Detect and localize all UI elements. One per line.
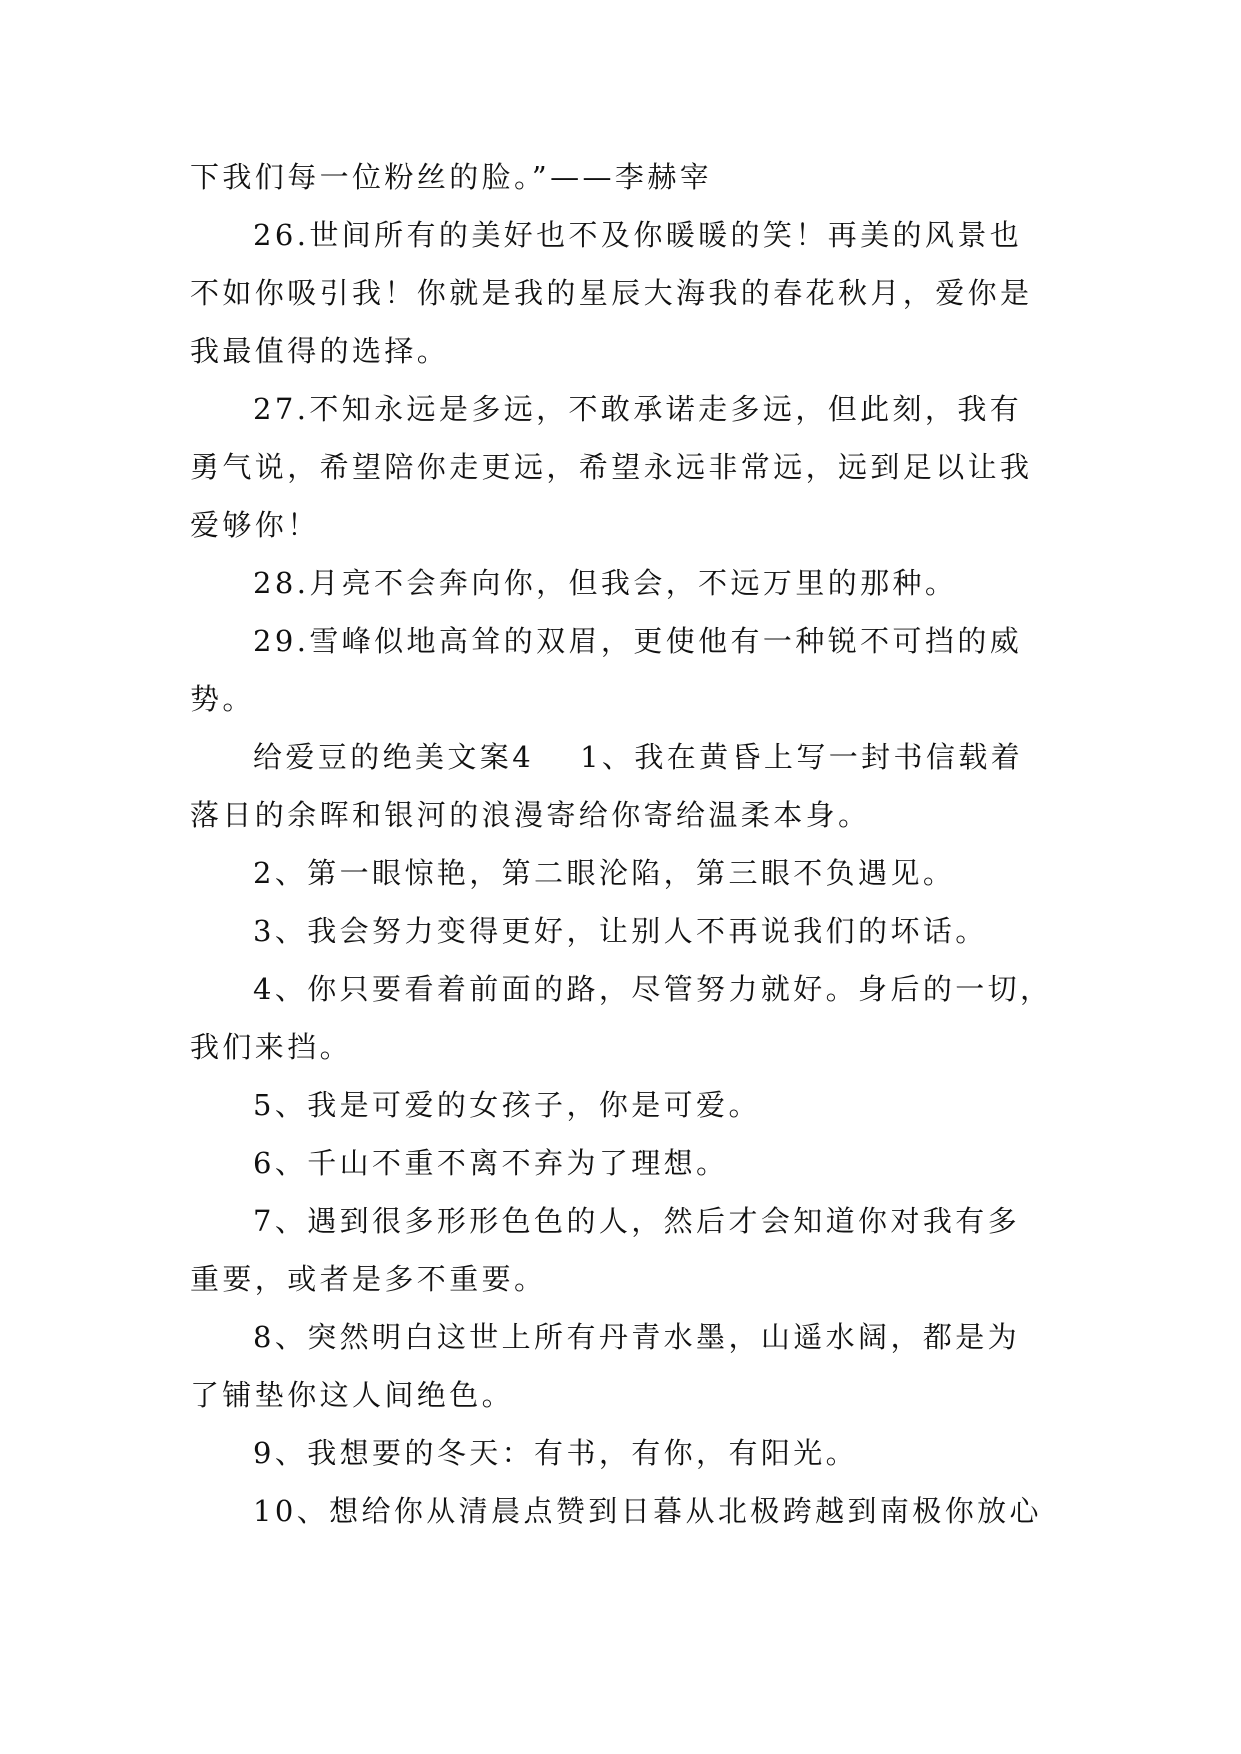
- text-line: 我们来挡。: [190, 1030, 353, 1064]
- text-line: 我最值得的选择。: [190, 334, 450, 368]
- text-line: 10、想给你从清晨点赞到日暮从北极跨越到南极你放心: [253, 1494, 1042, 1528]
- document-body: [190, 148, 1053, 1540]
- text-line-tail: 1、我在黄昏上写一封书信载着: [580, 740, 1024, 774]
- section-heading: 给爱豆的绝美文案4: [253, 740, 535, 774]
- text-line: 下我们每一位粉丝的脸。”——李赫宰: [190, 160, 713, 194]
- text-line: 7、遇到很多形形色色的人，然后才会知道你对我有多: [253, 1204, 1021, 1238]
- text-line: 5、我是可爱的女孩子，你是可爱。: [253, 1088, 761, 1122]
- text-line: 2、第一眼惊艳，第二眼沦陷，第三眼不负遇见。: [253, 856, 956, 890]
- section-heading-line: [190, 728, 1050, 786]
- text-line: 6、千山不重不离不弃为了理想。: [253, 1146, 729, 1180]
- text-line: 28.月亮不会奔向你，但我会，不远万里的那种。: [253, 566, 958, 600]
- text-line: 势。: [190, 682, 255, 716]
- text-line: 9、我想要的冬天：有书，有你，有阳光。: [253, 1436, 859, 1470]
- text-line: 8、突然明白这世上所有丹青水墨，山遥水阔，都是为: [253, 1320, 1021, 1354]
- text-line: 26.世间所有的美好也不及你暖暖的笑！再美的风景也: [253, 218, 1023, 252]
- text-line: 了铺垫你这人间绝色。: [190, 1378, 515, 1412]
- text-line: 4、你只要看着前面的路，尽管努力就好。身后的一切，: [253, 972, 1053, 1006]
- text-line: 27.不知永远是多远，不敢承诺走多远，但此刻，我有: [253, 392, 1023, 426]
- text-line: 3、我会努力变得更好，让别人不再说我们的坏话。: [253, 914, 988, 948]
- text-line: 爱够你！: [190, 508, 320, 542]
- text-line: 勇气说，希望陪你走更远，希望永远非常远，远到足以让我: [190, 450, 1033, 484]
- text-line: 落日的余晖和银河的浪漫寄给你寄给温柔本身。: [190, 798, 871, 832]
- text-line: 重要，或者是多不重要。: [190, 1262, 547, 1296]
- text-line: 不如你吸引我！你就是我的星辰大海我的春花秋月，爱你是: [190, 276, 1033, 310]
- text-line: 29.雪峰似地高耸的双眉，更使他有一种锐不可挡的威: [253, 624, 1023, 658]
